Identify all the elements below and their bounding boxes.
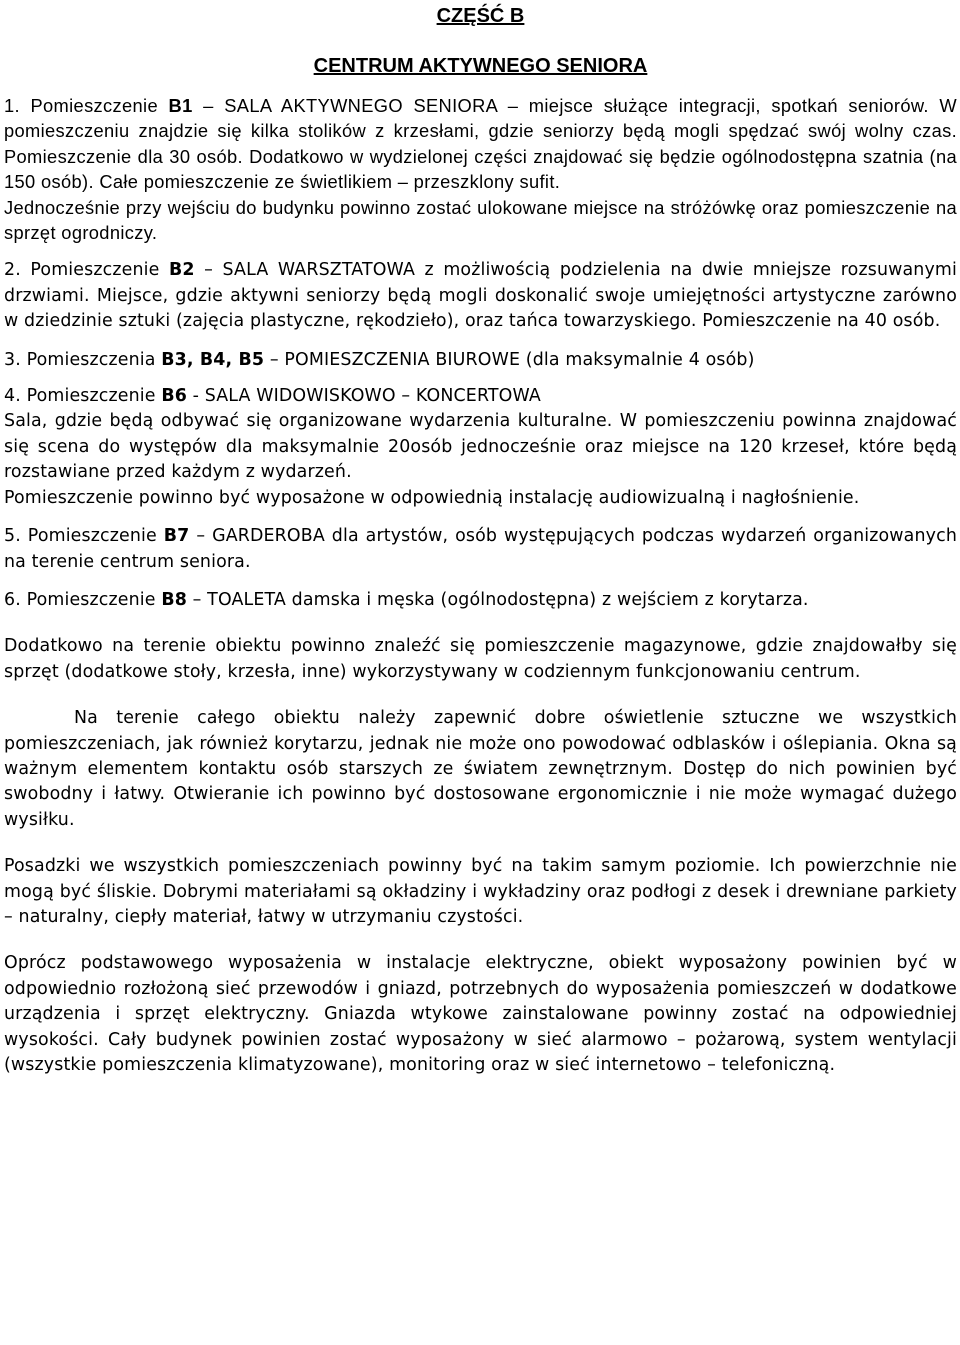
- item-b1-text: – SALA AKTYWNEGO SENIORA – miejsce służące integracji, spotkań seniorów. W pomieszczeniu znajdzie się kilka stolików z krzesłami, gdzie seniorzy będą mogli spędzać swój wolny czas. Pomieszczenie dla 30 osób.: [4, 95, 957, 167]
- storage-paragraph: Dodatkowo na terenie obiektu powinno znaleźć się pomieszczenie magazynowe, gdzie znajdowałby się sprzęt (dodatkowe stoły, krzesła, inne) wykorzystywany w codziennym funkcjonowaniu centrum.: [4, 636, 957, 682]
- lighting-paragraph: Na terenie całego obiektu należy zapewnić dobre oświetlenie sztuczne we wszystkich pomieszczeniach, jak również korytarzu, jednak nie może ono powodować odblasków i oślepiania. Okna są ważnym elementem kontaktu osób starszych ze światem zewnętrznym. Dostęp do nich powinien być swobodny i łatwy. Otwieranie ich powinno być dostosowane ergonomicznie i nie może wymagać dużego wysiłku.: [4, 708, 957, 830]
- item-b7-code: B7: [163, 526, 190, 547]
- item-b8-code: B8: [161, 589, 187, 610]
- item-b2: [4, 258, 957, 334]
- item-b6-text: - SALA WIDOWISKOWO – KONCERTOWA: [186, 386, 541, 407]
- item-b1-entrance-note: Jednocześnie przy wejściu do budynku powinno zostać ulokowane miejsce na stróżówkę oraz pomieszczenie na sprzęt ogrodniczy.: [4, 196, 957, 244]
- item-b6: [4, 384, 957, 409]
- item-b7-prefix: 5. Pomieszczenie: [4, 526, 164, 547]
- item-b2-text: – SALA WARSZTATOWA z możliwością podzielenia na dwie mniejsze rozsuwanymi drzwiami. Miejsce, gdzie aktywni seniorzy będą mogli doskonalić swoje umiejętności artystyczne zarówno w dziedzinie sztuki (zajęcia plastyczne, rękodzieło), oraz tańca towarzyskiego. Pomieszczenie na 40 osób.: [4, 260, 957, 332]
- section-title: CENTRUM AKTYWNEGO SENIORA: [313, 55, 648, 77]
- item-b7: [4, 524, 957, 575]
- document-page: [4, 0, 957, 1078]
- item-b3-b5-code: B3, B4, B5: [161, 349, 265, 370]
- item-b6-code: B6: [161, 386, 187, 407]
- item-b3-b5: [4, 348, 957, 373]
- item-b1-prefix: 1. Pomieszczenie: [4, 95, 169, 116]
- item-b1: [4, 93, 957, 195]
- item-b1-code: B1: [168, 95, 193, 116]
- item-b8-prefix: 6. Pomieszczenie: [4, 589, 162, 610]
- electrical-paragraph: Oprócz podstawowego wyposażenia w instalacje elektryczne, obiekt wyposażony powinien być w odpowiednio rozłożoną sieć przewodów i gniazd, potrzebnych do wyposażenia pomieszczeń w dodatkowe urządzenia i sprzęt elektryczny. Gniazda wtykowe zainstalowane powinny zostać na odpowiedniej wysokości. Cały budynek powinien zostać wyposażony w sieć alarmowo – pożarową, system wentylacji (wszystkie pomieszczenia klimatyzowane), monitoring oraz w sieć internetowo – telefoniczną.: [4, 953, 957, 1075]
- item-b8: [4, 588, 957, 613]
- item-b6-description: Sala, gdzie będą odbywać się organizowane wydarzenia kulturalne. W pomieszczeniu powinna znajdować się scena do występów dla maksymalnie 20osób jednocześnie oraz miejsce na 120 krzeseł, które będą rozstawiane przed każdym z wydarzeń.: [4, 411, 957, 483]
- item-b2-prefix: 2. Pomieszczenie: [4, 260, 169, 281]
- item-b3-b5-prefix: 3. Pomieszczenia: [4, 349, 162, 370]
- item-b1-text-extra: Dodatkowo w wydzielonej części znajdować się będzie ogólnodostępna szatnia (na 150 osób). Całe pomieszczenie ze świetlikiem – przeszklony sufit.: [4, 145, 958, 193]
- item-b3-b5-text: – POMIESZCZENIA BIUROWE (dla maksymalnie 4 osób): [264, 349, 755, 370]
- item-b6-equipment: Pomieszczenie powinno być wyposażone w odpowiednią instalację audiowizualną i nagłośnienie.: [4, 487, 860, 508]
- item-b8-text: – TOALETA damska i męska (ogólnodostępna) z wejściem z korytarza.: [186, 589, 809, 610]
- flooring-paragraph: Posadzki we wszystkich pomieszczeniach powinny być na takim samym poziomie. Ich powierzchnie nie mogą być śliskie. Dobrymi materiałami są okładziny i wykładziny oraz podłogi z desek i drewniane parkiety – naturalny, ciepły materiał, łatwy w utrzymaniu czystości.: [4, 856, 957, 927]
- item-b6-prefix: 4. Pomieszczenie: [4, 386, 162, 407]
- item-b7-text: – GARDEROBA dla artystów, osób występujących podczas wydarzeń organizowanych na terenie centrum seniora.: [4, 526, 957, 572]
- item-b2-code: B2: [169, 260, 195, 281]
- part-heading: CZĘŚĆ B: [436, 5, 525, 27]
